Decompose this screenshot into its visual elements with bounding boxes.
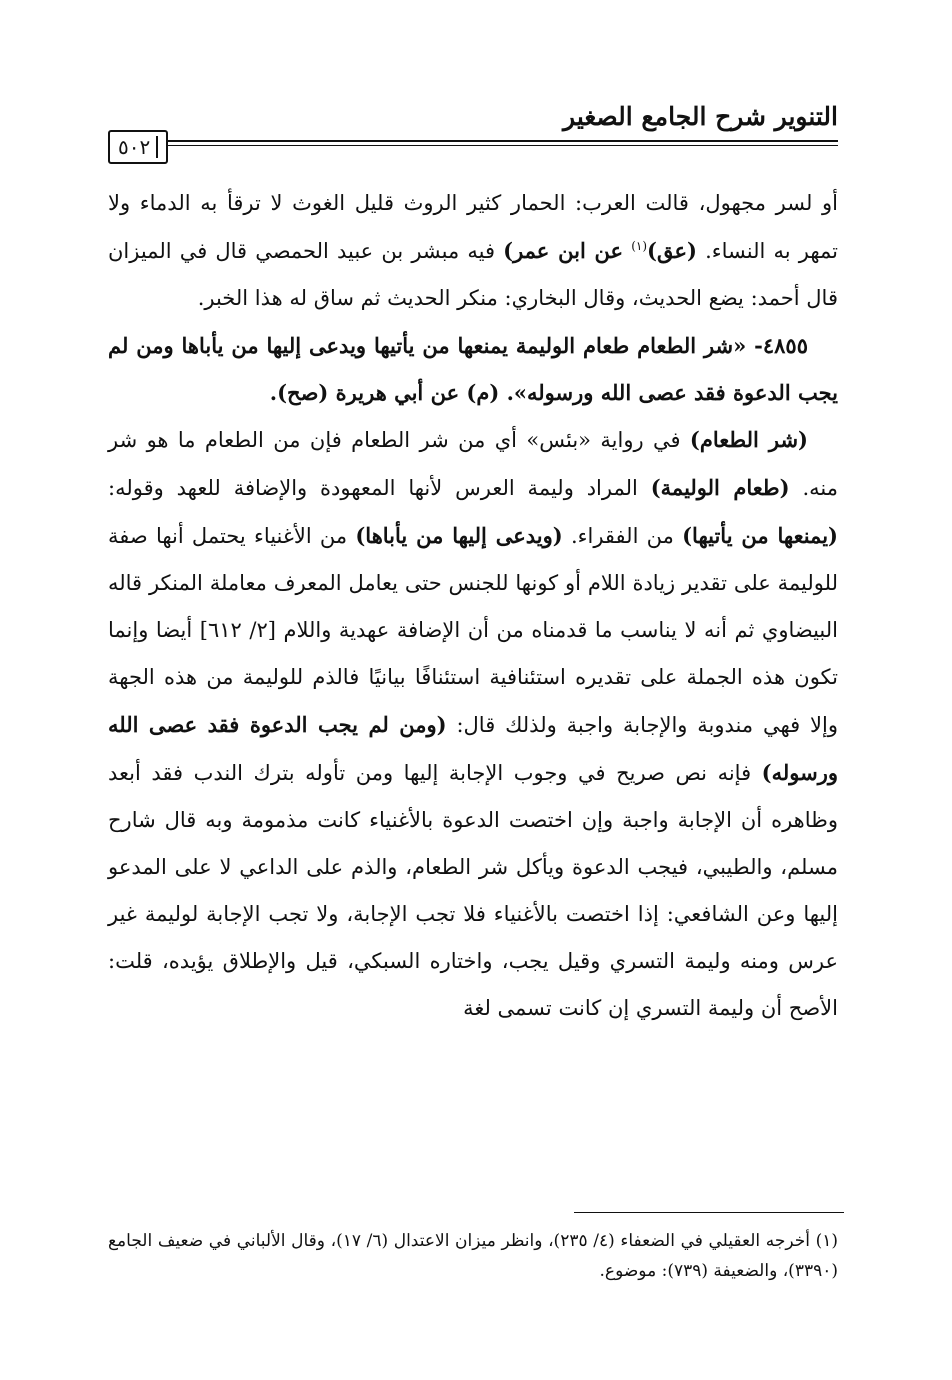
text-run: فيه مبشر بن عبيد الحمصي قال في الميزان قال أحمد: يضع الحديث، وقال البخاري: منكر الحديث ثم ساق له هذا الخبر.	[108, 239, 838, 310]
footnote-separator	[574, 1212, 844, 1213]
quoted-term: (ويدعى إليها من يأباها)	[355, 523, 563, 548]
text-run: من الفقراء.	[562, 524, 683, 548]
hadith-text	[108, 322, 838, 416]
text-run: من الأغنياء يحتمل أنها صفة للوليمة على تقدير زيادة اللام أو كونها للجنس حتى يعامل المعرف معاملة المنكر قاله البيضاوي ثم أنه لا يناسب ما قدمناه من أن الإضافة عهدية واللام [٢/ ٦١٢] أيضا وإنما تكون هذه الجملة على تقديره استئنافية استئنافًا بيانيًا فالذم للوليمة من هذه الجهة وإلا فهي مندوبة والإجابة واجبة ولذلك قال:	[108, 524, 838, 737]
quoted-term: (ومن لم يجب الدعوة فقد عصى الله ورسوله)	[108, 712, 838, 785]
hadith-body: - «شر الطعام طعام الوليمة يمنعها من يأتيها ويدعى إليها من يأباها ومن لم يجب الدعوة فقد عصى الله ورسوله». (م) عن أبي هريرة (صح).	[108, 333, 838, 405]
paragraph-intro	[108, 180, 838, 322]
source-code-aq: (عق)	[647, 238, 697, 263]
footnote-text: (١) أخرجه العقيلي في الضعفاء (٤/ ٢٣٥)، وانظر ميزان الاعتدال (٦/ ١٧)، وقال الألباني في ضعيف الجامع (٣٣٩٠)، والضعيفة (٧٣٩): موضوع.	[108, 1231, 838, 1281]
hadith-block	[108, 322, 838, 416]
main-text	[108, 180, 838, 1032]
paragraph-commentary	[108, 416, 838, 1032]
quoted-term: (يمنعها من يأتيها)	[682, 523, 838, 548]
header-rule-thin	[108, 145, 838, 146]
quoted-term: (شر الطعام)	[689, 427, 808, 452]
book-title: التنوير شرح الجامع الصغير	[563, 102, 838, 131]
quoted-term: (طعام الوليمة)	[650, 475, 790, 500]
footnote	[108, 1226, 838, 1286]
text-run: فإنه نص صريح في وجوب الإجابة إليها ومن تأوله بترك الندب فقد أبعد وظاهره أن الإجابة واجبة وإن اختصت الدعوة بالأغنياء كانت مذمومة وبه قال شارح مسلم، والطيبي، فيجب الدعوة ويأكل شر الطعام، والذم على الداعي لا على المدعو إليها وعن الشافعي: إذا اختصت بالأغنياء فلا تجب الإجابة، ولا تجب الإجابة لوليمة غير عرس ومنه وليمة التسري وقيل يجب، واختاره السبكي، قيل والإطلاق يؤيده، قلت: الأصح أن وليمة التسري إن كانت تسمى لغة	[108, 761, 838, 1020]
text-run: في رواية «بئس» أي من شر الطعام فإن من الطعام ما هو شر منه.	[108, 428, 838, 500]
page-header	[108, 96, 838, 162]
hadith-number: ٤٨٥٥	[762, 333, 808, 358]
text-run: المراد وليمة العرس لأنها المعهودة والإضافة للعهد وقوله:	[108, 476, 651, 500]
page-number-box	[108, 130, 168, 164]
page-number-bar	[156, 136, 158, 158]
narrator-ref: عن ابن عمر)	[503, 238, 624, 263]
header-rule-thick	[108, 140, 838, 142]
page-number: ٥٠٢	[118, 135, 151, 159]
text-run: أو لسر مجهول، قالت العرب: الحمار كثير الروث قليل الغوث لا ترقأ به الدماء ولا تمهر به النساء.	[108, 191, 838, 263]
footnote-marker: (١)	[631, 239, 648, 253]
text-run	[623, 239, 631, 263]
